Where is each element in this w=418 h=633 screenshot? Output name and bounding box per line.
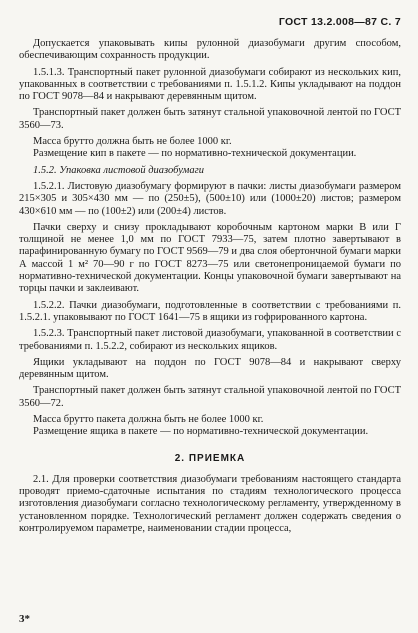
page-header: ГОСТ 13.2.008—87 С. 7	[278, 16, 401, 28]
paragraph: 1.5.2.2. Пачки диазобумаги, подготовленные в соответствии с требованиями п. 1.5.2.1. упаковывают по ГОСТ 1641—75 в ящики из гофрированного картона.	[19, 299, 401, 323]
paragraph: Допускается упаковывать кипы рулонной диазобумаги другим способом, обеспечивающим сохранность продукции.	[19, 38, 401, 62]
subsection-heading: 1.5.2. Упаковка листовой диазобумаги	[33, 164, 204, 176]
paragraph: Ящики укладывают на поддон по ГОСТ 9078—84 и накрывают сверху деревянным щитом.	[19, 356, 401, 381]
paragraph: 1.5.1.3. Транспортный пакет рулонной диазобумаги собирают из нескольких кип, упакованных в соответствии с требованиями п. 1.5.1.2. Кипы укладывают на поддон по ГОСТ 9078—84 и накрывают деревянным щитом.	[19, 66, 401, 103]
section-title: 2. ПРИЕМКА	[174, 452, 246, 464]
body-text	[19, 38, 401, 439]
paragraph: Размещение ящика в пакете — по нормативно-технической документации.	[33, 426, 369, 438]
paragraph: 1.5.2.3. Транспортный пакет листовой диазобумаги, упакованной в соответствии с требованиями п. 1.5.2.2, собирают из нескольких ящиков.	[19, 328, 401, 352]
footer-mark: 3*	[19, 613, 30, 625]
paragraph: 2.1. Для проверки соответствия диазобумаги требованиям настоящего стандарта проводят приемо-сдаточные испытания по стадиям технологического процесса изготовления диазобумаги согласно технологическому регламенту, утвержденному в установленном порядке. Технологический регламент должен содержать сведения о контролируемом параметре, наименовании стадии процесса,	[19, 473, 401, 534]
paragraph: Транспортный пакет должен быть затянут стальной упаковочной лентой по ГОСТ 3560—73.	[19, 107, 401, 131]
paragraph: Размещение кип в пакете — по нормативно-технической документации.	[33, 148, 357, 160]
section-body	[19, 474, 401, 535]
paragraph: Масса брутто пакета должна быть не более 1000 кг.	[33, 414, 264, 426]
paragraph: Пачки сверху и снизу прокладывают коробочным картоном марки В или Г толщиной не менее 1,0 мм по ГОСТ 7933—75, затем плотно завертывают в парафинированную бумагу по ГОСТ 9569—79 и два слоя обертончной бумаги марки А массой 1 м² 70—90 г по ГОСТ 8273—75 или светонепроницаемой бумаги по нормативно-технической документации. Концы упаковочной бумаги завертывают на торцы пачки и заклеивают.	[19, 221, 401, 295]
paragraph: Транспортный пакет должен быть затянут стальной упаковочной лентой по ГОСТ 3560—72.	[19, 385, 401, 409]
paragraph: Масса брутто должна быть не более 1000 кг.	[33, 136, 232, 148]
paragraph: 1.5.2.1. Листовую диазобумагу формируют в пачки: листы диазобумаги размером 215×305 и 305×430 мм — по (250±5), (500±10) или (1000±20) листов; размером 430×610 мм — по (100±2) или (200±4) листов.	[19, 180, 401, 217]
